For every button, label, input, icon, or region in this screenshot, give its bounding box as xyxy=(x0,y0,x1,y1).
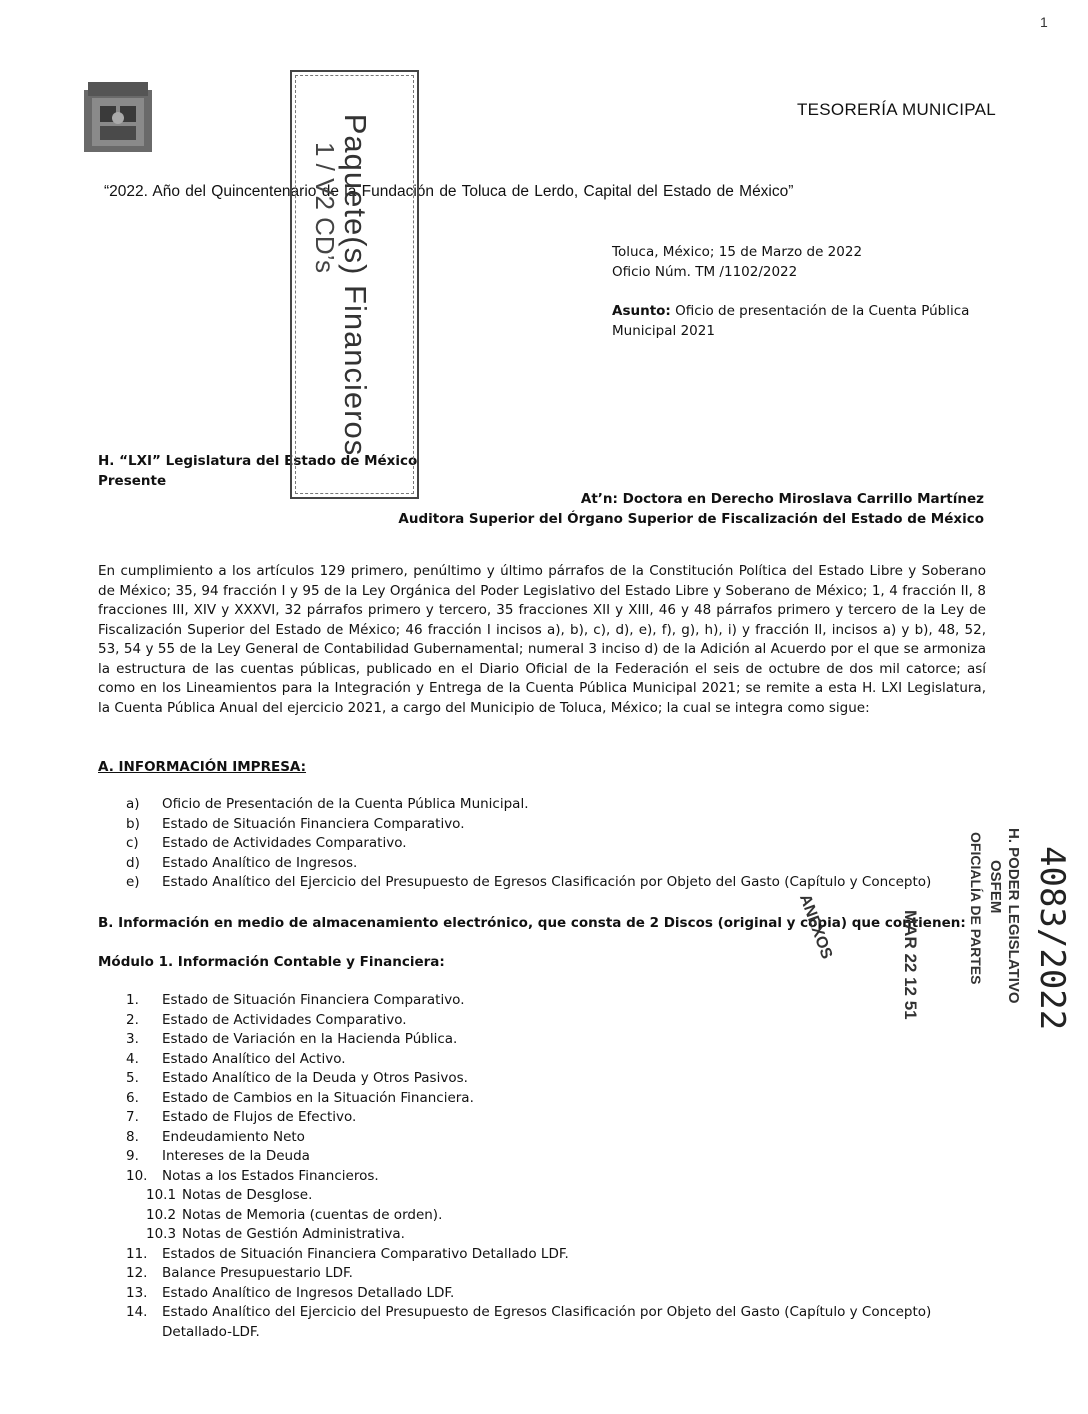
handwritten-folio: 4083/2022 xyxy=(1032,846,1072,1031)
document-date: Toluca, México; 15 de Marzo de 2022 xyxy=(612,244,863,260)
body-paragraph: En cumplimiento a los artículos 129 primero, penúltimo y último párrafos de la Constitución Política del Estado Libre y Soberano de México; 35, 94 fracción I y 95 de la Ley Orgánica del Poder Legislativo del Estado Libre y Soberano de México; 1, 4 fracción II, 8 fracciones III, XIV y XXXVI, 32 párrafos primero y tercero, 35 fracciones XII y XIII, 46 y 48 párrafos primero y tercero de la Ley de Fiscalización Superior del Estado de México; 46 fracción I incisos a), b), c), d), e), f), g), h), i) y fracción II, incisos a) y b), 48, 52, 53, 54 y 55 de la Ley General de Contabilidad Gubernamental; numeral 3 inciso d) de la Adición al Acuerdo por el que se armoniza la estructura de las cuentas públicas, publicado en el Diario Oficial de la Federación el seis de octubre de dos mil catorce; así como en los Lineamientos para la Integración y Entrega de la Cuenta Pública Municipal 2021; se remite a esta H. LXI Legislatura, la Cuenta Pública Anual del ejercicio 2021, a cargo del Municipio de Toluca, México; la cual se integra como sigue: xyxy=(98,563,986,716)
package-stamp-text: Paquete(s) Financieros xyxy=(337,113,373,456)
section-a-title: A. INFORMACIÓN IMPRESA: xyxy=(98,759,307,775)
module-1-list xyxy=(126,991,988,1342)
attention-title: Auditora Superior del Órgano Superior de Fiscalización del Estado de México xyxy=(398,510,984,527)
list-item: d) Estado Analítico de Ingresos. xyxy=(126,854,358,871)
reception-stamp xyxy=(880,820,1030,1070)
office-number: Oficio Núm. TM /1102/2022 xyxy=(612,264,798,280)
list-item: 10. Notas a los Estados Financieros. xyxy=(126,1167,379,1184)
package-stamp xyxy=(290,70,419,499)
list-item: 10.3 Notas de Gestión Administrativa. xyxy=(146,1226,405,1242)
reception-stamp-line-1: H. PODER LEGISLATIVO xyxy=(1005,828,1022,1004)
section-b-title: B. Información en medio de almacenamiento electrónico, que consta de 2 Discos (original y copia) que contienen: xyxy=(98,915,966,931)
list-item: 11. Estados de Situación Financiera Comparativo Detallado LDF. xyxy=(126,1245,569,1262)
list-item: 5. Estado Analítico de la Deuda y Otros Pasivos. xyxy=(126,1070,468,1086)
recipient-presente: Presente xyxy=(98,472,167,489)
list-item: 10.2 Notas de Memoria (cuentas de orden). xyxy=(146,1206,443,1223)
reception-stamp-date: MAR 22 12 51 xyxy=(901,910,920,1020)
attention-name: At’n: Doctora en Derecho Miroslava Carrillo Martínez xyxy=(580,491,984,507)
section-a-list xyxy=(126,795,931,893)
list-item: b) Estado de Situación Financiera Comparativo. xyxy=(126,815,465,832)
list-item: 9. Intereses de la Deuda xyxy=(126,1148,310,1164)
municipal-seal-icon xyxy=(82,80,154,154)
attention-block xyxy=(398,490,984,529)
subject-label: Asunto: xyxy=(612,303,671,319)
list-item: a) Oficio de Presentación de la Cuenta Pública Municipal. xyxy=(126,796,529,812)
list-item: 3. Estado de Variación en la Hacienda Pública. xyxy=(126,1031,458,1047)
list-item: 14. Estado Analítico del Ejercicio del Presupuesto de Egresos Clasificación por Objeto del Gasto (Capítulo y Concepto) Detallado-LDF. xyxy=(126,1304,932,1340)
annexes-stamp: ANEXOS xyxy=(796,892,836,962)
list-item: 7. Estado de Flujos de Efectivo. xyxy=(126,1109,357,1125)
list-item: 13. Estado Analítico de Ingresos Detallado LDF. xyxy=(126,1284,455,1301)
list-item: 10.1 Notas de Desglose. xyxy=(146,1187,313,1203)
package-stamp-mark: 1 / V2 CD’s xyxy=(310,142,340,274)
subject-text: Oficio de presentación de la Cuenta Pública Municipal 2021 xyxy=(612,303,970,339)
module-1-title: Módulo 1. Información Contable y Financiera: xyxy=(98,954,445,970)
list-item: 1. Estado de Situación Financiera Comparativo. xyxy=(126,992,465,1008)
reception-stamp-line-3: OFICIALÍA DE PARTES xyxy=(968,832,984,985)
reception-stamp-line-2: OSFEM xyxy=(987,860,1004,914)
list-item: 4. Estado Analítico del Activo. xyxy=(126,1050,346,1067)
recipient-name: H. “LXI” Legislatura del Estado de México xyxy=(98,453,418,469)
subject xyxy=(612,302,992,341)
year-motto: “2022. Año del Quincentenario de la Fundación de Toluca de Lerdo, Capital del Estado de México” xyxy=(104,183,794,200)
page-number-mark: 1 xyxy=(1040,14,1048,30)
list-item: 6. Estado de Cambios en la Situación Financiera. xyxy=(126,1089,474,1106)
list-item: c) Estado de Actividades Comparativo. xyxy=(126,835,407,851)
department-header: TESORERÍA MUNICIPAL xyxy=(796,100,996,119)
list-item: e) Estado Analítico del Ejercicio del Presupuesto de Egresos Clasificación por Objeto del Gasto (Capítulo y Concepto) xyxy=(126,874,932,890)
list-item: 12. Balance Presupuestario LDF. xyxy=(126,1265,353,1281)
list-item: 8. Endeudamiento Neto xyxy=(126,1128,305,1145)
list-item: 2. Estado de Actividades Comparativo. xyxy=(126,1011,407,1028)
